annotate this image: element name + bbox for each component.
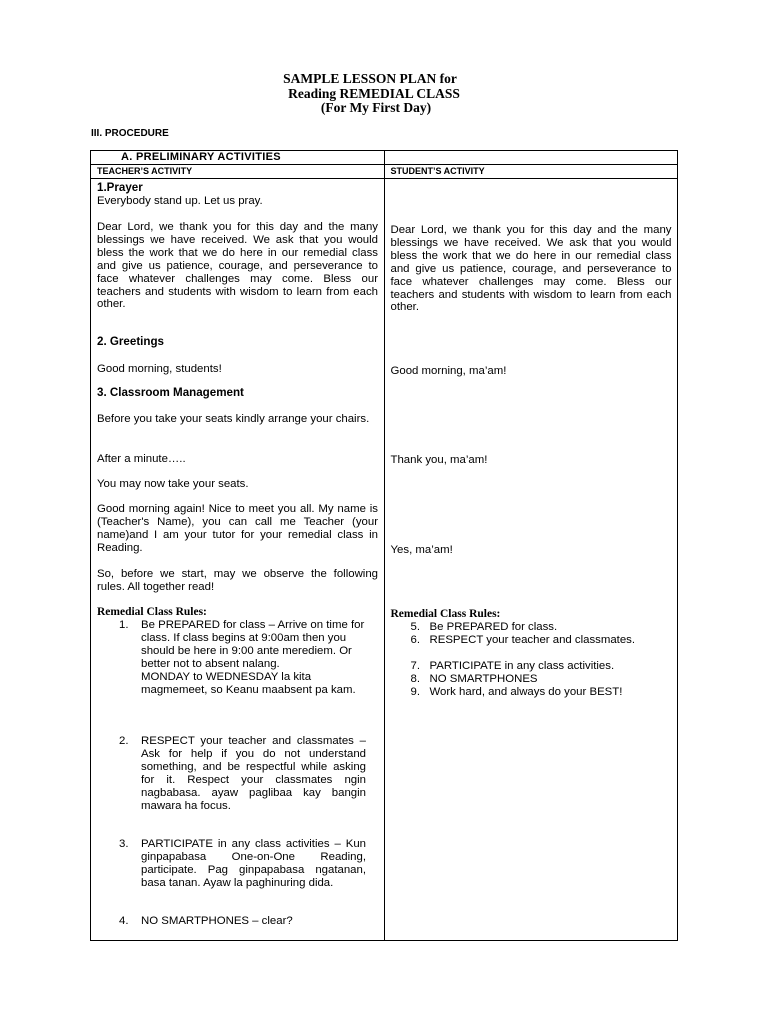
rule-text: Work hard, and always do your BEST! bbox=[429, 686, 623, 698]
preliminary-activities-header: A. PRELIMINARY ACTIVITIES bbox=[91, 151, 385, 165]
title-line-2: Reading REMEDIAL CLASS bbox=[288, 85, 460, 101]
student-greeting: Good morning, ma’am! bbox=[390, 365, 507, 377]
rule-number: 6. bbox=[410, 634, 420, 646]
student-rule-5 bbox=[395, 621, 666, 634]
document-title bbox=[0, 72, 768, 116]
rule-number: 5. bbox=[410, 621, 420, 633]
teacher-rule-2 bbox=[101, 735, 366, 812]
rule-text: NO SMARTPHONES bbox=[429, 673, 538, 685]
teacher-activity-header: TEACHER’S ACTIVITY bbox=[91, 165, 385, 179]
student-prayer-text: Dear Lord, we thank you for this day and the many blessings we have received. We ask that you would bless the work that we do here in our remedial class and give us patience, courage, and perseverance to face whatever challenges may come. Bless our teachers and students with wisdom to learn from each other. bbox=[390, 224, 672, 314]
table-header-row bbox=[91, 151, 678, 165]
observe-rules-text: So, before we start, may we observe the following rules. All together read! bbox=[97, 568, 378, 593]
student-thanks: Thank you, ma’am! bbox=[390, 454, 488, 466]
rule-number: 7. bbox=[410, 660, 420, 672]
prayer-heading: 1.Prayer bbox=[97, 181, 143, 194]
empty-header-cell bbox=[384, 151, 678, 165]
rule-text bbox=[430, 634, 666, 647]
rule-number: 3. bbox=[119, 838, 129, 850]
arrange-chairs-text: Before you take your seats kindly arrange your chairs. bbox=[97, 413, 370, 425]
student-activity-header: STUDENT’S ACTIVITY bbox=[384, 165, 678, 179]
teacher-rule-4 bbox=[101, 915, 366, 928]
section-heading: III. PROCEDURE bbox=[91, 128, 169, 139]
student-activity-cell bbox=[384, 179, 678, 941]
rule-note: MONDAY to WEDNESDAY la kita magmemeet, so Keanu maabsent pa kam. bbox=[141, 670, 356, 696]
column-header-row bbox=[91, 165, 678, 179]
title-line-3: (For My First Day) bbox=[320, 100, 432, 115]
rule-number: 2. bbox=[119, 735, 129, 747]
student-rule-7 bbox=[395, 660, 666, 673]
student-rules-heading: Remedial Class Rules: bbox=[390, 608, 501, 620]
rule-text: Be PREPARED for class – Arrive on time for class. If class begins at 9:00am then you should be here in 9:00 ante merediem. Or better not to absent nalang. bbox=[141, 619, 365, 670]
activity-body-row bbox=[91, 179, 678, 941]
teacher-rules-heading: Remedial Class Rules: bbox=[97, 606, 207, 618]
greetings-heading: 2. Greetings bbox=[97, 335, 165, 348]
after-a-minute-text: After a minute….. bbox=[97, 453, 186, 465]
classroom-management-heading: 3. Classroom Management bbox=[97, 386, 244, 399]
teacher-rule-3 bbox=[101, 838, 366, 890]
rule-number: 8. bbox=[410, 673, 420, 685]
lesson-plan-table bbox=[90, 150, 678, 941]
teacher-activity-cell bbox=[91, 179, 385, 941]
rule-text: RESPECT your teacher and classmates – Ask for help if you do not understand something, and be respectful while asking for it. Respect your classmates ngin nagbabasa. ayaw paglibaa kay bangin mawara ha focus. bbox=[141, 735, 366, 812]
rule-6-text: RESPECT your teacher and classmates. bbox=[429, 634, 636, 646]
rule-number: 4. bbox=[119, 915, 129, 927]
teacher-greeting: Good morning, students! bbox=[97, 363, 222, 375]
take-seats-text: You may now take your seats. bbox=[97, 478, 249, 490]
rule-text: PARTICIPATE in any class activities. bbox=[429, 660, 615, 672]
student-yes: Yes, ma’am! bbox=[390, 544, 453, 556]
student-rule-8 bbox=[395, 673, 666, 686]
rule-text: Be PREPARED for class. bbox=[429, 621, 558, 633]
student-rule-9 bbox=[395, 686, 666, 699]
title-line-1: SAMPLE LESSON PLAN for bbox=[283, 71, 457, 86]
rule-text: PARTICIPATE in any class activities – Kun ginpapabasa One-on-One Reading, participate. Pag ginpapabasa ngatanan, basa tanan. Ayaw la paghinuring dida. bbox=[141, 838, 366, 889]
prayer-instruction: Everybody stand up. Let us pray. bbox=[97, 195, 263, 207]
rule-number: 1. bbox=[119, 619, 129, 631]
teacher-prayer-text: Dear Lord, we thank you for this day and the many blessings we have received. We ask that you would bless the work that we do here in our remedial class and give us patience, courage, and perseverance to face whatever challenges may come. Bless our teachers and students with wisdom to learn from each other. bbox=[97, 221, 378, 311]
teacher-rule-1 bbox=[101, 619, 366, 696]
student-rule-6 bbox=[395, 634, 666, 647]
introduction-text: Good morning again! Nice to meet you all. My name is (Teacher's Name), you can call me Teacher (your name)and I am your tutor for your remedial class in Reading. bbox=[97, 503, 378, 554]
rule-text: NO SMARTPHONES – clear? bbox=[141, 915, 293, 927]
rule-number: 9. bbox=[410, 686, 420, 698]
